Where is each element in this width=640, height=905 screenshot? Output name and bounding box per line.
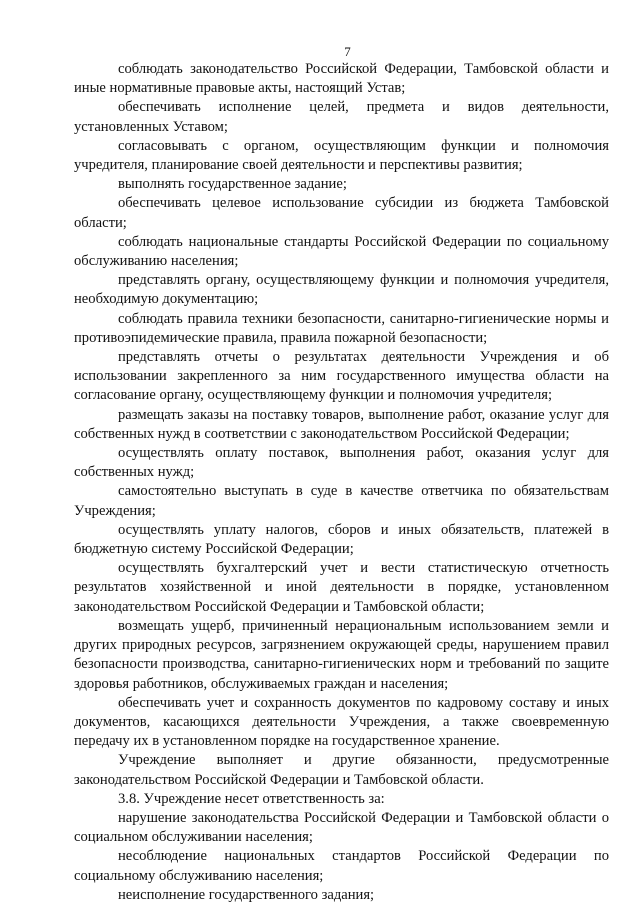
paragraph: соблюдать законодательство Российской Федерации, Тамбовской области и иные нормативные правовые акты, настоящий Устав; (74, 61, 609, 97)
paragraph: нарушение законодательства Российской Федерации и Тамбовской области о социальном обслуживании населения; (74, 809, 609, 846)
paragraph: представлять отчеты о результатах деятельности Учреждения и об использовании закрепленного за ним государственного имущества области на согласование органу, осуществляющему функции и полномочия учредителя; (74, 349, 609, 404)
section-heading: 3.8. Учреждение несет ответственность за: (118, 790, 385, 807)
paragraph: представлять органу, осуществляющему функции и полномочия учредителя, необходимую документацию; (74, 272, 609, 308)
paragraph: соблюдать правила техники безопасности, санитарно-гигиенические нормы и противоэпидемические правила, правила пожарной безопасности; (74, 310, 609, 346)
paragraph: выполнять государственное задание; (118, 176, 347, 193)
paragraph: возмещать ущерб, причиненный нерациональным использованием земли и других природных ресурсов, загрязнением окружающей среды, нарушением правил безопасности производства, санитарно-гигиенических норм и требований по защите здоровья работников, обслуживаемых граждан и населения; (74, 617, 609, 692)
paragraph: обеспечивать целевое использование субсидии из бюджета Тамбовской области; (74, 195, 609, 231)
paragraph: соблюдать национальные стандарты Российской Федерации по социальному обслуживанию населения; (74, 233, 609, 270)
paragraph: осуществлять оплату поставок, выполнения работ, оказания услуг для собственных нужд; (74, 445, 609, 481)
paragraph: обеспечивать учет и сохранность документов по кадровому составу и иных документов, касающихся деятельности Учреждения, а также своевременную передачу их в установленном порядке на государственное хранение. (74, 694, 609, 750)
paragraph: осуществлять бухгалтерский учет и вести статистическую отчетность результатов хозяйственной и иной деятельности в порядке, установленном законодательством Российской Федерации и Тамбовской области; (74, 560, 609, 615)
paragraph: согласовывать с органом, осуществляющим функции и полномочия учредителя, планирование своей деятельности и перспективы развития; (74, 137, 609, 174)
paragraph: размещать заказы на поставку товаров, выполнение работ, оказание услуг для собственных нужд в соответствии с законодательством Российской Федерации; (74, 406, 609, 442)
paragraph: несоблюдение национальных стандартов Российской Федерации по социальному обслуживанию населения; (74, 848, 609, 884)
paragraph: осуществлять уплату налогов, сборов и иных обязательств, платежей в бюджетную систему Российской Федерации; (74, 521, 609, 558)
paragraph: Учреждение выполняет и другие обязанности, предусмотренные законодательством Российской Федерации и Тамбовской области. (74, 752, 609, 788)
paragraph: самостоятельно выступать в суде в качестве ответчика по обязательствам Учреждения; (74, 483, 609, 519)
paragraph: неисполнение государственного задания; (118, 886, 375, 903)
document-body (74, 60, 609, 905)
paragraph: обеспечивать исполнение целей, предмета и видов деятельности, установленных Уставом; (74, 99, 609, 135)
page-number: 7 (344, 44, 351, 59)
